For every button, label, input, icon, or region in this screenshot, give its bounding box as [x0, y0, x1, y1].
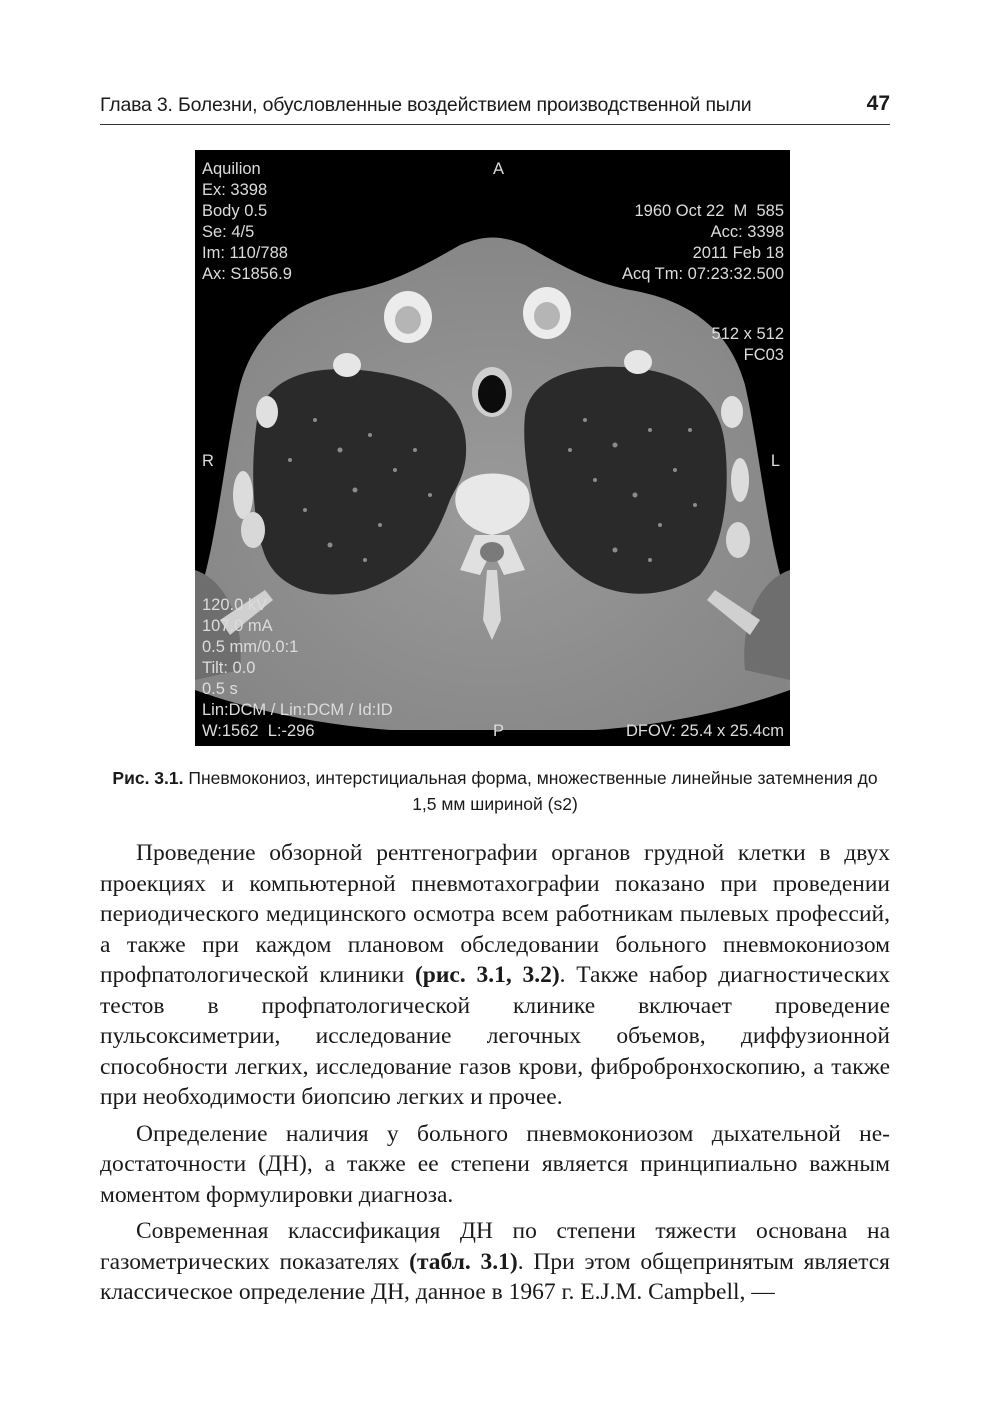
paragraph-2: Определение наличия у больного пневмокониозом дыхательной недостаточности (ДН), а также ее степени является принципиально важным моментом формулировки диагноза.: [100, 1120, 890, 1208]
scan-info-matrix: 512 x 512 FC03: [711, 325, 784, 364]
scan-info-bottom-left: 120.0 kV 107.0 mA 0.5 mm/0.0:1 Tilt: 0.0 0.5 s Lin:DCM / Lin:DCM / Id:ID W:1562 L:-296: [202, 596, 393, 740]
scan-info-top-left: Aquilion Ex: 3398 Body 0.5 Se: 4/5 Im: 110/788 Ax: S1856.9: [202, 160, 292, 283]
caption-label: Рис. 3.1.: [112, 768, 184, 788]
orientation-posterior: P: [493, 722, 505, 740]
chapter-title: Глава 3. Болезни, обусловленные воздействием производственной пыли: [100, 94, 752, 116]
scan-info-top-right: 1960 Oct 22 M 585 Acc: 3398 2011 Feb 18 Acq Tm: 07:23:32.500: [621, 202, 784, 283]
orientation-left: L: [770, 452, 780, 470]
figure-reference: (рис. 3.1, 3.2): [414, 962, 560, 988]
orientation-right: R: [202, 452, 214, 470]
running-head: [100, 88, 890, 125]
ct-scan-image: [195, 150, 790, 746]
caption-text: Пневмокониоз, интерстициальная форма, множественные линейные затемнения до 1,5 мм шириной (s2): [183, 768, 878, 814]
paragraph-3: Современная классификация ДН по степени тяжести основана на газометрических показателях (табл. 3.1). При этом общепринятым является классическое определение ДН, данное в 1967 г. E.J.M. Campbell, —: [100, 1218, 890, 1305]
page-number: 47: [866, 92, 890, 115]
orientation-anterior: A: [493, 160, 505, 178]
figure-caption: [100, 765, 890, 817]
table-reference: (табл. 3.1): [409, 1248, 518, 1275]
paragraph-1: Проведение обзорной рентгенографии органов грудной клетки в двух проекциях и компьютерной пневмотахографии показано при проведении периодического медицинского осмотра всем работникам пылевых профессий, а также при каждом плановом обследовании больного пневмокониозом профпатологической клиники (рис. 3.1, 3.2). Также набор диагностических тестов в профпатологической клинике включает проведение пульсоксиметрии, исследование легочных объемов, диффузионной способности легких, исследование газов крови, фибробронхоскопию, а также при необходимости биопсию легких и прочее.: [100, 840, 890, 1110]
body-text: [100, 838, 890, 1314]
scan-info-dfov: DFOV: 25.4 x 25.4cm: [625, 722, 784, 740]
